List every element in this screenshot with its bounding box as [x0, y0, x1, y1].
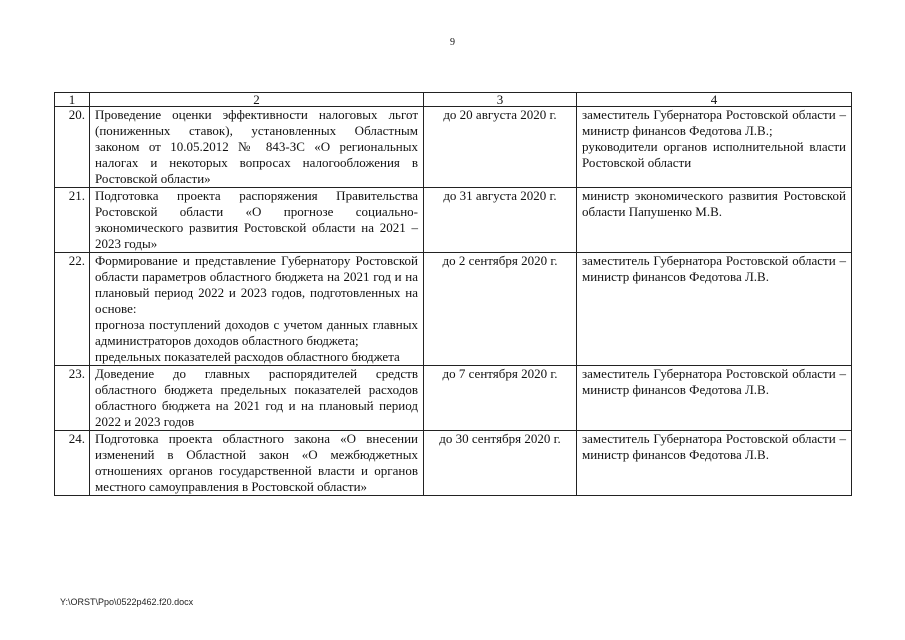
responsible-paragraph: руководители органов исполнительной власти Ростовской области [582, 139, 846, 170]
footer-file-path: Y:\ORST\Ppo\0522p462.f20.docx [60, 597, 194, 607]
description-paragraph: Подготовка проекта распоряжения Правительства Ростовской области «О прогнозе социально-экономического развития Ростовской области на 2021 – 2023 годы» [95, 188, 418, 251]
schedule-table [54, 92, 852, 496]
responsible-paragraph: заместитель Губернатора Ростовской области – министр финансов Федотова Л.В.; [582, 107, 846, 138]
description-paragraph: Доведение до главных распорядителей средств областного бюджета предельных показателей расходов областного бюджета на 2021 год и на плановый период 2022 и 2023 годов [95, 366, 418, 429]
description-paragraph: Формирование и представление Губернатору Ростовской области параметров областного бюджета на 2021 год и на плановый период 2022 и 2023 годов, подготовленных на основе: [95, 253, 418, 316]
responsible-paragraph: заместитель Губернатора Ростовской области – министр финансов Федотова Л.В. [582, 253, 846, 284]
table-row [55, 188, 852, 253]
row-number: 24. [55, 431, 90, 496]
table-row [55, 366, 852, 431]
table-row [55, 431, 852, 496]
responsible-person [577, 366, 852, 431]
column-header: 3 [424, 93, 577, 107]
responsible-person [577, 431, 852, 496]
description-paragraph: Проведение оценки эффективности налоговых льгот (пониженных ставок), установленных Областным законом от 10.05.2012 № 843-ЗС «О региональных налогах и некоторых вопросах налогообложения в Ростовской области» [95, 107, 418, 186]
responsible-paragraph: заместитель Губернатора Ростовской области – министр финансов Федотова Л.В. [582, 366, 846, 397]
task-description [90, 366, 424, 431]
column-header: 2 [90, 93, 424, 107]
table-header-row [55, 93, 852, 107]
responsible-paragraph: заместитель Губернатора Ростовской области – министр финансов Федотова Л.В. [582, 431, 846, 462]
table-row [55, 107, 852, 188]
task-description [90, 188, 424, 253]
task-description [90, 253, 424, 366]
task-description [90, 107, 424, 188]
deadline: до 30 сентября 2020 г. [424, 431, 577, 496]
table-body [55, 93, 852, 496]
deadline: до 2 сентября 2020 г. [424, 253, 577, 366]
row-number: 20. [55, 107, 90, 188]
column-header: 1 [55, 93, 90, 107]
description-paragraph: предельных показателей расходов областного бюджета [95, 349, 400, 364]
deadline: до 20 августа 2020 г. [424, 107, 577, 188]
deadline: до 31 августа 2020 г. [424, 188, 577, 253]
responsible-person [577, 107, 852, 188]
row-number: 22. [55, 253, 90, 366]
table-row [55, 253, 852, 366]
responsible-person [577, 188, 852, 253]
description-paragraph: прогноза поступлений доходов с учетом данных главных администраторов доходов областного бюджета; [95, 317, 418, 348]
page-number: 9 [450, 37, 455, 48]
row-number: 23. [55, 366, 90, 431]
task-description [90, 431, 424, 496]
row-number: 21. [55, 188, 90, 253]
responsible-paragraph: министр экономического развития Ростовской области Папушенко М.В. [582, 188, 846, 219]
description-paragraph: Подготовка проекта областного закона «О внесении изменений в Областной закон «О межбюджетных отношениях органов государственной власти и органов местного самоуправления в Ростовской области» [95, 431, 418, 494]
responsible-person [577, 253, 852, 366]
column-header: 4 [577, 93, 852, 107]
deadline: до 7 сентября 2020 г. [424, 366, 577, 431]
